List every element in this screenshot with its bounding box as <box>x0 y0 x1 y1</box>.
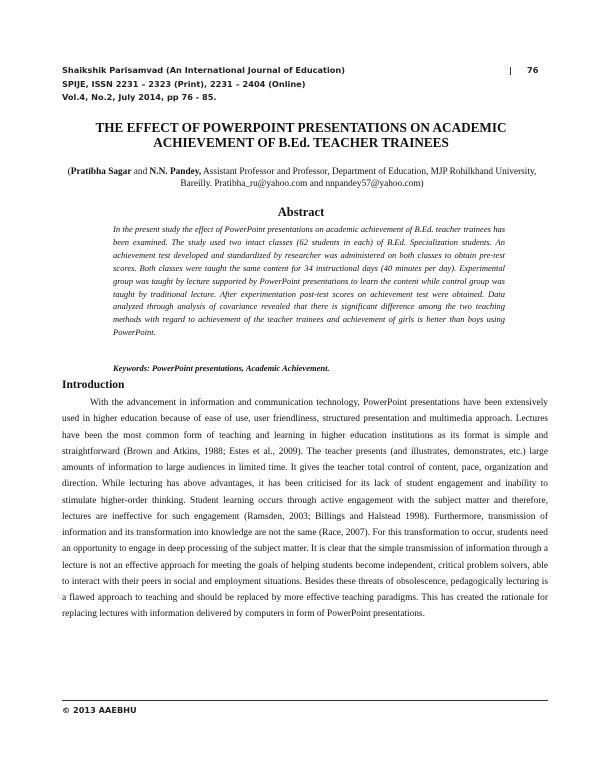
author-block <box>66 166 538 190</box>
abstract-heading: Abstract <box>277 205 325 219</box>
page-number-block <box>509 64 549 78</box>
authors-open-paren: ( <box>67 167 71 177</box>
journal-volume: Vol.4, No.2, July 2014, pp 76 - 85. <box>62 92 217 102</box>
footer-divider <box>62 700 548 701</box>
author-2: N.N. Pandey, <box>149 167 202 177</box>
footer-copyright: © 2013 AAEBHU <box>62 705 137 715</box>
introduction-paragraph: With the advancement in information and communication technology, PowerPoint presentations have been extensively used in higher education because of ease of use, user friendliness, structured presentation and multimedia approach. Lectures have been the most common form of teaching and learning in higher education institutions as its format is simple and straightforward (Brown and Atkins, 1988; Estes et al., 2009). The teacher presents (and illustrates, demonstrates, etc.) large amounts of information to large audiences in limited time. It gives the teacher total control of content, pace, organization and direction. While lecturing has above advantages, it has been criticised for its lack of student engagement and inability to stimulate higher-order thinking. Student learning occurs through active engagement with the subject matter and therefore, lectures are ineffective for such engagement (Ramsden, 2003; Billings and Halstead 1998). Furthermore, transmission of information and its transformation into knowledge are not the same (Race, 2007). For this transformation to occur, students need an opportunity to engage in deep processing of the subject matter. It is clear that the simple transmission of information through a lecture is not an effective approach for meeting the goals of helping students become independent, critical problem solvers, able to interact with their peers in social and employment situations. Besides these threats of obsolescence, pedagogically lecturing is a flawed approach to teaching and should be replaced by more effective teaching paradigms. This has created the rationale for replacing lectures with information delivered by computers in form of PowerPoint presentations. <box>62 398 548 620</box>
keywords: Keywords: PowerPoint presentations, Academic Achievement. <box>113 363 330 373</box>
journal-name: Shaikshik Parisamvad (An International Journal of Education) <box>62 65 345 75</box>
article-title: THE EFFECT OF POWERPOINT PRESENTATIONS ON ACADEMIC ACHIEVEMENT OF B.Ed. TEACHER TRAINEES <box>95 120 507 150</box>
journal-info <box>62 64 482 105</box>
abstract-text: In the present study the effect of PowerPoint presentations on academic achievement of B.Ed. teacher trainees has been examined. The study used two intact classes (62 students in each) of B.Ed. Specialization students. An achievement test developed and standardized by researcher was administered on both classes to obtain pre-test scores. Both classes were taught the same content for 34 instructional days (40 minutes per day). Experimental group was taught by lecture supported by PowerPoint presentations to learn the content while control group was taught by traditional lecture. After experimentation post-test scores on achievement test were obtained. Data analyzed through analysis of covariance revealed that there is significant difference among the two teaching methods with regard to achievement of the teacher trainees and achievement of girls is better than boys using PowerPoint. <box>113 224 505 338</box>
introduction-heading: Introduction <box>62 379 125 391</box>
author-1: Pratibha Sagar <box>70 167 132 177</box>
authors-and: and <box>131 167 150 177</box>
page-number: 76 <box>527 65 539 75</box>
author-affiliation: Assistant Professor and Professor, Department of Education, MJP Rohilkhand University, Bareilly. Pratibha_ru@yahoo.com and nnpandey57@yahoo.com) <box>180 167 537 189</box>
header-separator: | <box>509 65 512 75</box>
journal-issn: SPIJE, ISSN 2231 – 2323 (Print), 2231 – 2404 (Online) <box>62 78 306 89</box>
